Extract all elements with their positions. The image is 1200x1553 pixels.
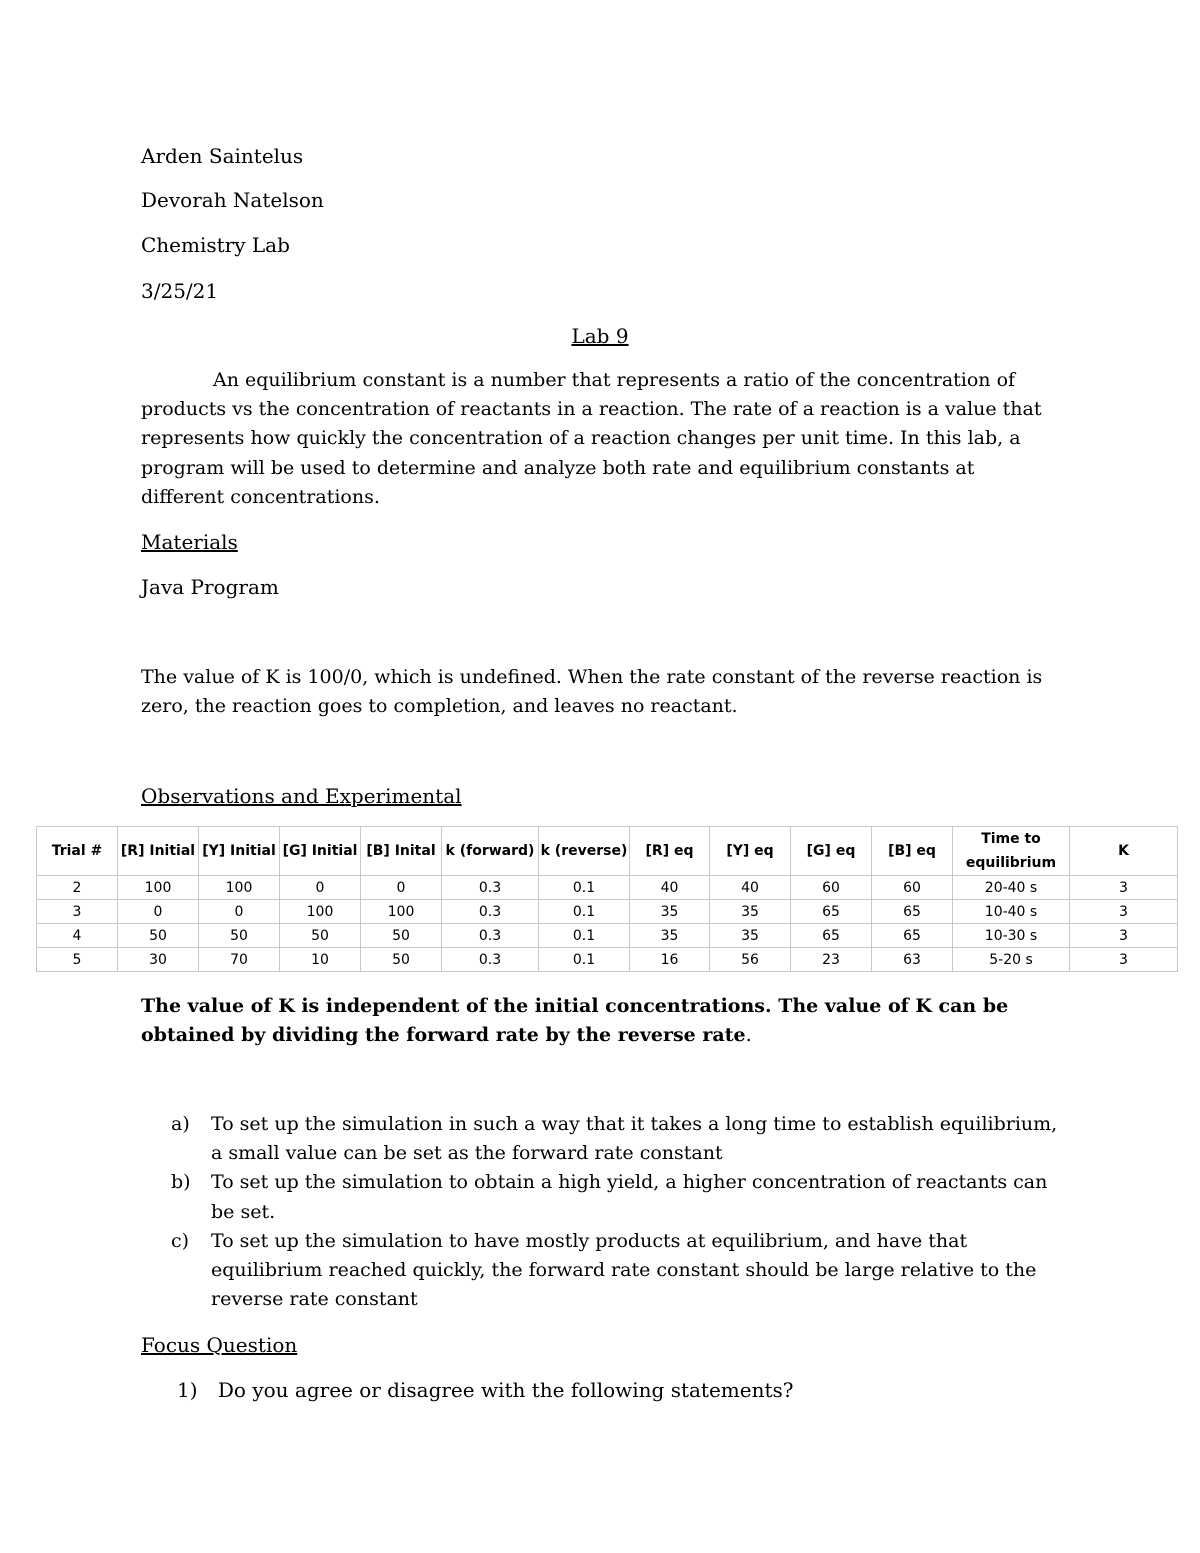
table-cell: 0 xyxy=(199,900,280,924)
table-cell: 50 xyxy=(361,924,442,948)
table-cell: 3 xyxy=(37,900,118,924)
focus-question xyxy=(177,1376,794,1405)
table-row xyxy=(37,948,1178,972)
table-cell: 60 xyxy=(791,876,872,900)
list-marker: a) xyxy=(171,1113,190,1135)
table-cell: 23 xyxy=(791,948,872,972)
table-cell: 65 xyxy=(791,924,872,948)
table-cell: 0.1 xyxy=(539,900,630,924)
table-cell: 0.3 xyxy=(442,876,539,900)
table-cell: 100 xyxy=(199,876,280,900)
list-item xyxy=(171,1110,1061,1168)
table-cell: 65 xyxy=(872,900,953,924)
table-cell: 20-40 s xyxy=(953,876,1070,900)
author-name-1: Arden Saintelus xyxy=(141,144,304,168)
table-cell: 50 xyxy=(280,924,361,948)
list-item-text: To set up the simulation to obtain a high yield, a higher concentration of reactants can be set. xyxy=(211,1171,1048,1223)
table-cell: 40 xyxy=(630,876,710,900)
document-title: Lab 9 xyxy=(571,324,629,348)
table-cell: 0.1 xyxy=(539,876,630,900)
intro-paragraph: An equilibrium constant is a number that represents a ratio of the concentration of products vs the concentration of reactants in a reaction. The rate of a reaction is a value that represents how quickly the concentration of a reaction changes per unit time. In this lab, a program will be used to determine and analyze both rate and equilibrium constants at different concentrations. xyxy=(141,369,1042,508)
table-cell: 100 xyxy=(118,876,199,900)
table-header: [R] eq xyxy=(630,827,710,876)
table-cell: 60 xyxy=(872,876,953,900)
table-row xyxy=(37,924,1178,948)
table-cell: 50 xyxy=(361,948,442,972)
table-cell: 0.3 xyxy=(442,924,539,948)
table-header: [R] Initial xyxy=(118,827,199,876)
materials-heading: Materials xyxy=(141,530,238,554)
table-cell: 0.3 xyxy=(442,900,539,924)
table-header: K xyxy=(1070,827,1178,876)
results-table xyxy=(36,826,1178,972)
list-item xyxy=(171,1168,1061,1226)
table-cell: 30 xyxy=(118,948,199,972)
table-header: Time to equilibrium xyxy=(953,827,1070,876)
list-item xyxy=(171,1227,1061,1315)
materials-item: Java Program xyxy=(141,575,279,599)
list-item-text: To set up the simulation in such a way that it takes a long time to establish equilibrium, a small value can be set as the forward rate constant xyxy=(211,1113,1058,1165)
focus-heading: Focus Question xyxy=(141,1333,298,1357)
table-cell: 35 xyxy=(630,924,710,948)
table-cell: 10-30 s xyxy=(953,924,1070,948)
table-cell: 5-20 s xyxy=(953,948,1070,972)
table-cell: 10 xyxy=(280,948,361,972)
conclusion-bold: The value of K is independent of the initial concentrations. The value of K can be obtained by dividing the forward rate by the reverse rate xyxy=(141,995,1009,1047)
list-marker: b) xyxy=(171,1171,191,1194)
table-cell: 0.1 xyxy=(539,924,630,948)
conclusion xyxy=(141,992,1061,1050)
table-cell: 0.1 xyxy=(539,948,630,972)
table-cell: 35 xyxy=(710,924,791,948)
date: 3/25/21 xyxy=(141,279,219,303)
table-cell: 70 xyxy=(199,948,280,972)
focus-question-text: Do you agree or disagree with the following statements? xyxy=(217,1378,794,1402)
table-cell: 3 xyxy=(1070,948,1178,972)
table-cell: 65 xyxy=(791,900,872,924)
answers-list xyxy=(171,1110,1061,1314)
conclusion-end: . xyxy=(745,1024,752,1047)
table-row xyxy=(37,900,1178,924)
table-cell: 100 xyxy=(280,900,361,924)
list-item-text: To set up the simulation to have mostly products at equilibrium, and have that equilibrium reached quickly, the forward rate constant should be large relative to the reverse rate constant xyxy=(211,1229,1037,1311)
table-header: [Y] eq xyxy=(710,827,791,876)
k-statement: The value of K is 100/0, which is undefined. When the rate constant of the reverse reaction is zero, the reaction goes to completion, and leaves no reactant. xyxy=(141,666,1043,718)
table-cell: 3 xyxy=(1070,900,1178,924)
table-cell: 35 xyxy=(710,900,791,924)
table-cell: 0 xyxy=(280,876,361,900)
table-cell: 56 xyxy=(710,948,791,972)
table-header: Trial # xyxy=(37,827,118,876)
table-header: [B] eq xyxy=(872,827,953,876)
table-header: [G] eq xyxy=(791,827,872,876)
table-cell: 50 xyxy=(118,924,199,948)
table-cell: 100 xyxy=(361,900,442,924)
table-cell: 50 xyxy=(199,924,280,948)
table-cell: 2 xyxy=(37,876,118,900)
course-name: Chemistry Lab xyxy=(141,233,290,257)
table-cell: 63 xyxy=(872,948,953,972)
table-cell: 0 xyxy=(118,900,199,924)
table-row xyxy=(37,876,1178,900)
table-header: [B] Inital xyxy=(361,827,442,876)
list-marker: c) xyxy=(171,1229,190,1252)
table-header: k (forward) xyxy=(442,827,539,876)
table-cell: 5 xyxy=(37,948,118,972)
table-cell: 35 xyxy=(630,900,710,924)
table-cell: 3 xyxy=(1070,876,1178,900)
table-header-row xyxy=(37,827,1178,876)
table-cell: 0 xyxy=(361,876,442,900)
focus-marker: 1) xyxy=(177,1378,198,1402)
table-cell: 16 xyxy=(630,948,710,972)
table-cell: 10-40 s xyxy=(953,900,1070,924)
table-cell: 0.3 xyxy=(442,948,539,972)
observations-heading: Observations and Experimental xyxy=(141,784,462,808)
table-cell: 40 xyxy=(710,876,791,900)
table-header: [Y] Initial xyxy=(199,827,280,876)
table-header: k (reverse) xyxy=(539,827,630,876)
table-header: [G] Initial xyxy=(280,827,361,876)
table-cell: 4 xyxy=(37,924,118,948)
table-cell: 65 xyxy=(872,924,953,948)
table-cell: 3 xyxy=(1070,924,1178,948)
author-name-2: Devorah Natelson xyxy=(141,188,324,212)
